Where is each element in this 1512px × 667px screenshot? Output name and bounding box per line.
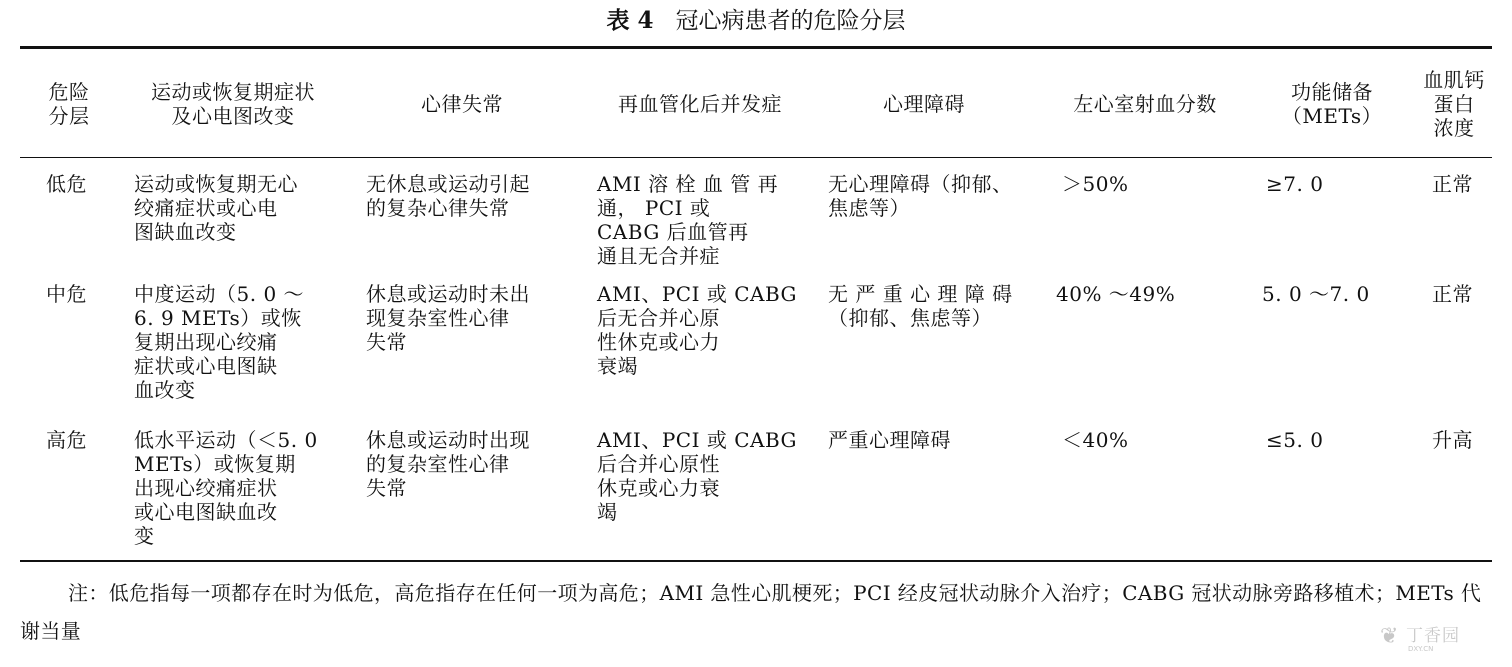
header-complications: 再血管化后并发症 xyxy=(618,92,782,116)
row-mid-level: 中危 xyxy=(46,282,87,306)
row-high-troponin: 升高 xyxy=(1432,428,1473,452)
row-low-symptoms: 运动或恢复期无心 绞痛症状或心电 图缺血改变 xyxy=(134,172,298,244)
row-mid-symptoms: 中度运动（5. 0 ～ 6. 9 METs）或恢 复期出现心绞痛 症状或心电图缺 血改变 xyxy=(134,282,305,402)
table-number: 表 4 xyxy=(606,7,654,34)
row-high-psych: 严重心理障碍 xyxy=(828,428,951,452)
row-low-troponin: 正常 xyxy=(1432,172,1473,196)
row-low-lvef: ＞50% xyxy=(1062,172,1129,196)
row-high-mets: ≤5. 0 xyxy=(1266,428,1324,452)
table-top-rule xyxy=(20,46,1492,49)
row-low-complications: AMI 溶 栓 血 管 再 通， PCI 或 CABG 后血管再 通且无合并症 xyxy=(597,172,779,268)
row-mid-lvef: 40% ～49% xyxy=(1056,282,1176,306)
table-title xyxy=(0,6,1512,36)
table-caption: 冠心病患者的危险分层 xyxy=(675,8,906,34)
row-high-level: 高危 xyxy=(46,428,87,452)
row-low-mets: ≥7. 0 xyxy=(1266,172,1324,196)
row-high-symptoms: 低水平运动（＜5. 0 METs）或恢复期 出现心绞痛症状 或心电图缺血改 变 xyxy=(134,428,318,548)
table-bottom-rule xyxy=(20,560,1492,562)
row-low-arrhythmia: 无休息或运动引起 的复杂心律失常 xyxy=(366,172,530,220)
header-risk-level: 危险 分层 xyxy=(48,80,90,128)
leaf-icon: ❦ xyxy=(1380,624,1399,649)
header-troponin: 血肌钙 蛋白 浓度 xyxy=(1423,68,1485,140)
row-high-lvef: ＜40% xyxy=(1062,428,1129,452)
row-mid-troponin: 正常 xyxy=(1432,282,1473,306)
watermark-logo xyxy=(1380,623,1490,653)
row-mid-psych: 无 严 重 心 理 障 碍 （抑郁、焦虑等） xyxy=(828,282,1013,330)
row-mid-mets: 5. 0 ～7. 0 xyxy=(1262,282,1370,306)
header-symptoms: 运动或恢复期症状 及心电图改变 xyxy=(151,80,315,128)
row-high-complications: AMI、PCI 或 CABG 后合并心原性 休克或心力衰 竭 xyxy=(597,428,797,524)
row-mid-arrhythmia: 休息或运动时未出 现复杂室性心律 失常 xyxy=(366,282,530,354)
header-psych: 心理障碍 xyxy=(883,92,965,116)
row-low-psych: 无心理障碍（抑郁、 焦虑等） xyxy=(828,172,1013,220)
header-arrhythmia: 心律失常 xyxy=(421,92,503,116)
row-low-level: 低危 xyxy=(46,172,87,196)
table-header-rule xyxy=(20,157,1492,158)
header-lvef: 左心室射血分数 xyxy=(1073,92,1217,116)
row-mid-complications: AMI、PCI 或 CABG 后无合并心原 性休克或心力 衰竭 xyxy=(597,282,797,378)
row-high-arrhythmia: 休息或运动时出现 的复杂室性心律 失常 xyxy=(366,428,530,500)
header-mets: 功能储备 （METs） xyxy=(1281,80,1383,128)
table-footnote: 注：低危指每一项都存在时为低危，高危指存在任何一项为高危；AMI 急性心肌梗死；PCI 经皮冠状动脉介入治疗；CABG 冠状动脉旁路移植术；METs 代谢当量 xyxy=(20,581,1482,643)
watermark-subtext: DXY.CN xyxy=(1408,645,1434,653)
watermark-text: 丁香园 xyxy=(1406,626,1460,646)
